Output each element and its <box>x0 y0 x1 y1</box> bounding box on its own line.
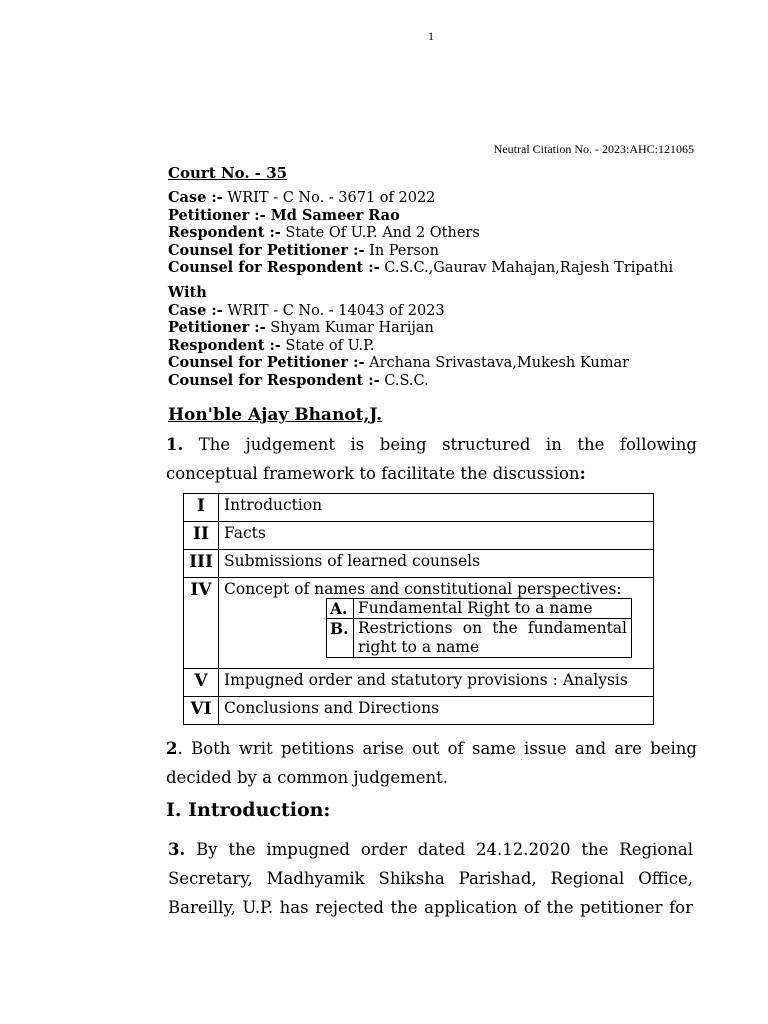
table-row <box>184 669 654 697</box>
case2-case <box>168 302 445 321</box>
sub-framework-table <box>326 598 632 658</box>
paragraph-1-number: 1. <box>166 435 184 454</box>
paragraph-3-line-1 <box>168 835 693 864</box>
paragraph-1-colon: : <box>579 464 586 483</box>
subtoc-text: Fundamental Right to a name <box>354 599 632 619</box>
case2-counsel-respondent <box>168 372 429 391</box>
case1-counsel-respondent <box>168 259 673 278</box>
paragraph-3-text-1: By the impugned order dated 24.12.2020 the Regional <box>185 840 693 859</box>
toc-text: Introduction <box>219 494 654 522</box>
toc-number: VI <box>184 697 219 725</box>
toc-text: Facts <box>219 522 654 550</box>
case1-cr-value: C.S.C.,Gaurav Mahajan,Rajesh Tripathi <box>379 260 674 276</box>
paragraph-2-number: 2 <box>166 739 178 758</box>
case1-case <box>168 189 435 208</box>
case1-case-label: Case :- <box>168 189 223 206</box>
subtoc-text-line-1: Restrictions on the fundamental <box>358 619 627 637</box>
case1-petitioner-value: Md Sameer Rao <box>265 207 400 224</box>
paragraph-1-line-1 <box>166 430 697 459</box>
case1-respondent <box>168 224 480 243</box>
case2-respondent-label: Respondent :- <box>168 337 281 354</box>
case1-petitioner <box>168 207 400 226</box>
subtoc-text-line-2: right to a name <box>358 638 480 656</box>
paragraph-2-line-2: decided by a common judgement. <box>166 768 449 787</box>
case1-cp-value: In Person <box>364 243 439 259</box>
table-row <box>184 494 654 522</box>
case1-case-value: WRIT - C No. - 3671 of 2022 <box>222 190 436 206</box>
case2-case-label: Case :- <box>168 302 223 319</box>
court-number: Court No. - 35 <box>168 164 288 182</box>
section-heading: I. Introduction: <box>166 799 331 821</box>
toc-number: II <box>184 522 219 550</box>
case2-respondent-value: State of U.P. <box>280 338 375 354</box>
paragraph-2 <box>166 734 697 792</box>
table-row <box>184 550 654 578</box>
case2-cr-label: Counsel for Respondent :- <box>168 372 380 389</box>
neutral-citation: Neutral Citation No. - 2023:AHC:121065 <box>493 142 694 156</box>
case2-cr-value: C.S.C. <box>379 373 429 389</box>
case2-respondent <box>168 337 375 356</box>
paragraph-3-line-3: Bareilly, U.P. has rejected the application of the petitioner for <box>168 898 693 917</box>
table-row <box>327 599 632 619</box>
case2-case-value: WRIT - C No. - 14043 of 2023 <box>222 303 445 319</box>
case1-cp-label: Counsel for Petitioner :- <box>168 242 365 259</box>
case1-cr-label: Counsel for Respondent :- <box>168 259 380 276</box>
case1-counsel-petitioner <box>168 242 439 261</box>
case2-cp-label: Counsel for Petitioner :- <box>168 354 365 371</box>
paragraph-3-number: 3. <box>168 840 186 859</box>
table-row <box>184 697 654 725</box>
paragraph-1-line-2 <box>166 459 697 488</box>
judge-name: Hon'ble Ajay Bhanot,J. <box>168 405 383 425</box>
paragraph-1 <box>166 430 697 488</box>
case1-petitioner-label: Petitioner :- <box>168 207 266 224</box>
subtoc-cell <box>354 619 632 658</box>
case1-respondent-value: State Of U.P. And 2 Others <box>280 225 480 241</box>
toc-text: Submissions of learned counsels <box>219 550 654 578</box>
case2-petitioner-label: Petitioner :- <box>168 319 266 336</box>
paragraph-2-line-1 <box>166 734 697 763</box>
subtoc-number: B. <box>327 619 354 658</box>
case2-petitioner <box>168 319 434 338</box>
case2-cp-value: Archana Srivastava,Mukesh Kumar <box>364 355 630 371</box>
toc-number: III <box>184 550 219 578</box>
toc-text: Conclusions and Directions <box>219 697 654 725</box>
case1-respondent-label: Respondent :- <box>168 224 281 241</box>
with-text: With <box>168 284 207 301</box>
table-row <box>184 522 654 550</box>
subtoc-number: A. <box>327 599 354 619</box>
case2-petitioner-value: Shyam Kumar Harijan <box>265 320 434 336</box>
paragraph-3 <box>168 835 693 922</box>
toc-number: V <box>184 669 219 697</box>
toc-number: IV <box>184 578 219 669</box>
paragraph-2-text-1: . Both writ petitions arise out of same issue and are being <box>177 739 697 758</box>
paragraph-3-line-2: Secretary, Madhyamik Shiksha Parishad, Regional Office, <box>168 869 693 888</box>
toc-number: I <box>184 494 219 522</box>
toc-text: Impugned order and statutory provisions : Analysis <box>219 669 654 697</box>
table-row <box>327 619 632 658</box>
page-number: 1 <box>428 29 434 43</box>
toc-text: Concept of names and constitutional perspectives: <box>219 578 654 669</box>
with-label <box>168 284 207 303</box>
case2-counsel-petitioner <box>168 354 629 373</box>
paragraph-1-text-1: The judgement is being structured in the following <box>183 435 697 454</box>
paragraph-1-text-2: conceptual framework to facilitate the discussion <box>166 464 580 483</box>
